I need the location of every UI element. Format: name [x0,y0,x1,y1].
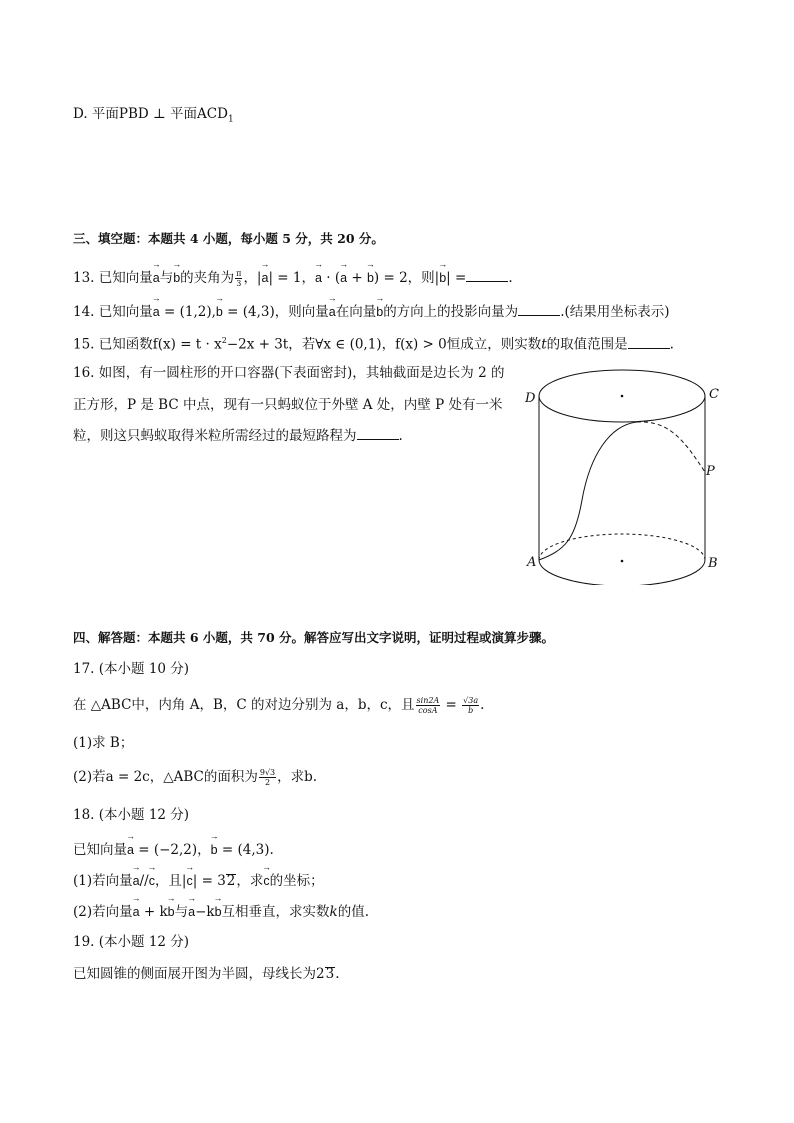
q17-text: ，求b. [277,769,318,785]
bottom-center-point [621,560,624,563]
question-16-line3 [73,427,403,445]
section3-header: 三、填空题：本题共 4 小题，每小题 5 分，共 20 分。 [73,231,384,246]
q13-text: + [347,270,367,286]
vector-b: → b [215,900,222,921]
vector-b: → b [173,266,180,287]
frac-sqrt3a-b [462,696,479,715]
vector-b: → b [376,300,383,321]
q18-text: 的值. [337,904,369,920]
vector-a: → a [262,266,269,287]
q18-text: −k [195,904,215,920]
bottom-front-arc [539,560,705,585]
area-fraction [259,768,276,787]
q16-text: 粒，则这只蚂蚁取得米粒所需经过的最短路程为 [73,428,357,444]
answer-blank [518,303,560,316]
vector-b: → b [216,300,223,321]
q18-text: 互相垂直，求实数 [221,904,330,920]
vector-a: → a [133,869,140,890]
q14-text: 的方向上的投影向量为 [383,304,519,320]
vector-b: → b [439,266,446,287]
vector-a: → a [153,266,160,287]
q16-text: . [398,428,403,444]
answer-blank [628,336,670,349]
q14-text: .(结果用坐标表示) [560,304,670,320]
q14-text: = (1,2), [159,304,216,320]
question-16-line1: 16. 如图，有一圆柱形的开口容器(下表面密封)，其轴截面是边长为 2 的 [73,365,505,381]
vector-a: → a [315,266,322,287]
vector-a: → a [329,300,336,321]
q18-text: 已知向量 [73,842,127,858]
frac-den: 2 [264,778,271,787]
vector-a: → a [127,838,134,859]
question-17-stem [73,696,484,715]
q17-text: = [441,697,462,713]
q13-text: · ( [321,270,341,286]
ant-path-outer [539,422,637,560]
answer-blank [466,269,508,282]
q18-text: // [139,873,149,889]
ant-path-inner [637,422,705,472]
q17-text: 在 △ABC中，内角 A，B，C 的对边分别为 a，b，c，且 [73,697,415,713]
frac-num: sin2A [416,696,440,705]
q13-text: 的夹角为 [180,270,235,286]
question-17-part1: (1)求 B； [73,735,134,751]
answer-blank [357,427,399,440]
label-a: A [527,555,537,570]
bottom-back-arc [539,534,705,560]
q15-text: . [669,336,674,353]
q13-text: 与 [159,270,174,286]
question-13 [73,266,513,288]
q15-text: −2x + 3t，若∀x ∈ (0,1)，f(x) > 0恒成立，则实数 [226,336,542,353]
label-c: C [709,387,719,402]
sqrt-3: 3 [325,966,335,982]
q18-text: = (4,3). [217,842,274,858]
q17-text: (2)若a = 2c，△ABC的面积为 [73,769,258,785]
q15-text: 15. 已知函数f(x) = t · x [73,336,222,353]
var-t: t [541,336,547,353]
option-d [73,105,234,129]
q19-text: 已知圆锥的侧面展开图为半圆，母线长为2 [73,966,325,982]
question-16-line2: 正方形，P 是 BC 中点，现有一只蚂蚁位于外壁 A 处，内壁 P 处有一米 [73,397,503,413]
cylinder-figure [520,360,730,585]
q13-text: ，| [243,270,262,286]
q18-text: (2)若向量 [73,904,133,920]
q18-text: + k [139,904,168,920]
option-d-text: D. 平面PBD ⊥ 平面ACD [73,106,228,122]
q18-text: = (−2,2)， [133,842,211,858]
question-18-stem [73,838,274,859]
frac-den: 3 [236,279,242,288]
q18-text: ，求 [236,873,264,889]
question-19-stem [73,965,339,983]
vector-b: → b [211,838,218,859]
q18-text: 的坐标； [269,873,324,889]
frac-sin2a-cosa [416,696,441,715]
frac-num: 9√3 [259,768,276,777]
frac-den: cosA [418,706,438,715]
question-18-title: 18. (本小题 12 分) [73,807,190,823]
q14-text: = (4,3)，则向量 [222,304,329,320]
vector-c: → c [187,869,193,890]
vector-c: → c [149,869,155,890]
question-15 [73,332,674,354]
q13-text: | = 1， [268,270,315,286]
option-d-sub: 1 [227,114,234,125]
q14-text: 在向量 [335,304,377,320]
top-center-point [621,395,624,398]
vector-a: → a [153,300,160,321]
label-p: P [706,464,715,479]
q13-text: 13. 已知向量 [73,270,153,286]
question-18-part2 [73,900,369,921]
section4-header: 四、解答题：本题共 6 小题，共 70 分。解答应写出文字说明，证明过程或演算步骤。 [73,630,555,645]
exponent: 2 [221,336,227,345]
q13-text: ) = 2，则| [373,270,440,286]
vector-a: → a [340,266,347,287]
vector-a: → a [133,900,140,921]
frac-num: π [236,269,242,278]
vector-b: → b [367,266,374,287]
q19-text: . [335,966,340,982]
q18-text: 与 [174,904,189,920]
vector-c: → c [263,869,269,890]
q17-text: . [480,697,485,713]
question-14 [73,300,670,321]
sqrt-2: 2 [226,873,236,889]
var-k: k [329,904,338,920]
question-17-part2 [73,768,317,787]
angle-fraction [235,269,242,288]
q18-text: ，且| [154,873,187,889]
vector-b: → b [168,900,175,921]
q18-text: | = 3 [192,873,226,889]
q18-text: (1)若向量 [73,873,133,889]
q15-text: 的取值范围是 [546,336,628,353]
frac-den: b [468,706,474,715]
q13-text: | = [446,270,467,286]
question-19-title: 19. (本小题 12 分) [73,934,190,950]
question-17-title: 17. (本小题 10 分) [73,661,190,677]
label-b: B [708,556,718,571]
frac-num: √3a [463,696,479,705]
q14-text: 14. 已知向量 [73,304,153,320]
label-d: D [525,391,536,406]
vector-a: → a [188,900,195,921]
question-18-part1 [73,869,324,890]
q13-text: . [508,270,513,286]
